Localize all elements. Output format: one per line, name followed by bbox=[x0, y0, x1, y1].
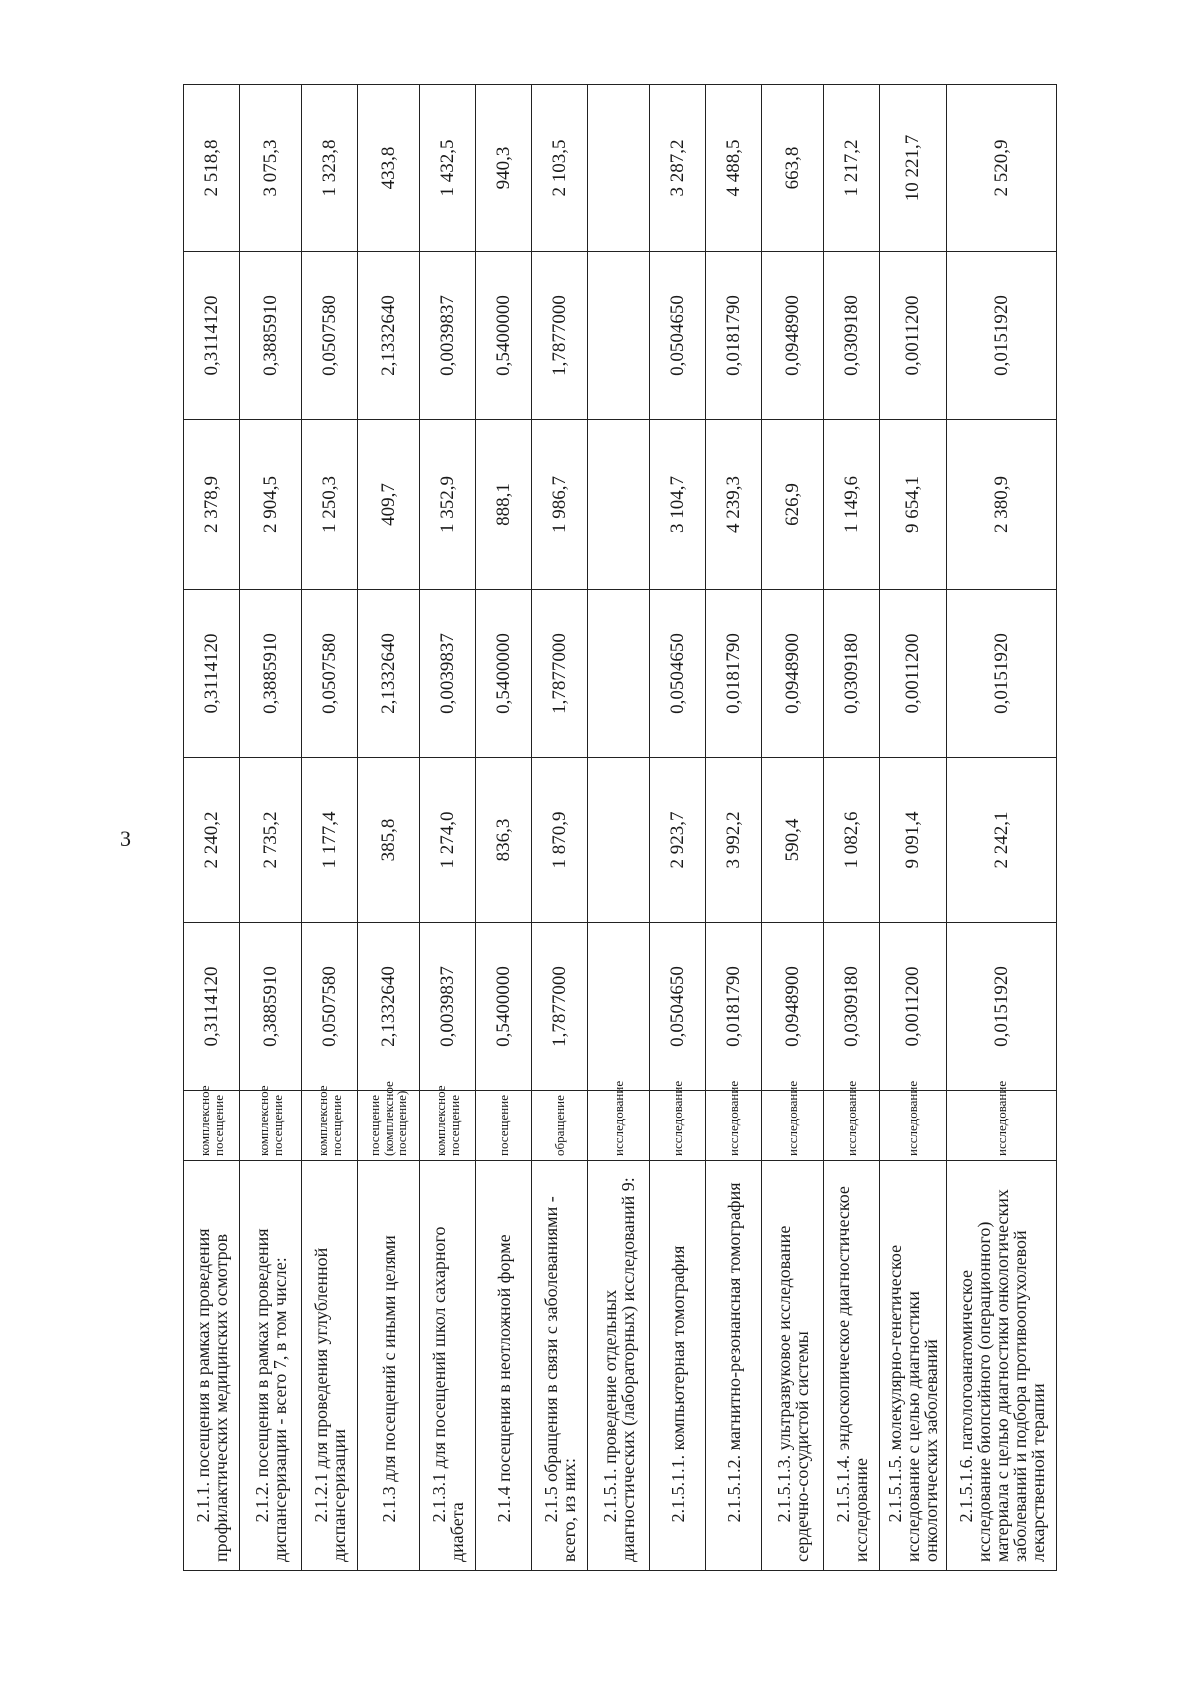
value-cell: 9 091,4 bbox=[880, 758, 947, 923]
value-cell: 0,0507580 bbox=[302, 252, 358, 420]
value-cell: 1,7877000 bbox=[532, 923, 588, 1091]
value-cell: 836,3 bbox=[476, 758, 532, 923]
table-row bbox=[184, 85, 240, 1571]
row-unit: исследование bbox=[762, 1091, 824, 1161]
normatives-table bbox=[183, 84, 1057, 1571]
row-unit: комплексное посещение bbox=[420, 1091, 476, 1161]
table-row bbox=[650, 85, 706, 1571]
row-name: 2.1.2. посещения в рамках проведения диспансеризации - всего 7, в том числе: bbox=[240, 1161, 302, 1571]
value-cell: 0,0948900 bbox=[762, 923, 824, 1091]
value-cell: 1 274,0 bbox=[420, 758, 476, 923]
value-cell: 3 075,3 bbox=[240, 85, 302, 252]
value-cell: 1 323,8 bbox=[302, 85, 358, 252]
row-unit: комплексное посещение bbox=[184, 1091, 240, 1161]
value-cell: 1 352,9 bbox=[420, 420, 476, 590]
value-cell: 4 239,3 bbox=[706, 420, 762, 590]
row-name: 2.1.4 посещения в неотложной форме bbox=[476, 1161, 532, 1571]
table-row bbox=[947, 85, 1057, 1571]
value-cell: 888,1 bbox=[476, 420, 532, 590]
value-cell bbox=[588, 420, 650, 590]
value-cell bbox=[588, 758, 650, 923]
value-cell: 0,5400000 bbox=[476, 590, 532, 758]
row-name: 2.1.5.1.5. молекулярно-генетическое исследование с целью диагностики онкологических заболеваний bbox=[880, 1161, 947, 1571]
table-row bbox=[706, 85, 762, 1571]
value-cell: 0,0507580 bbox=[302, 923, 358, 1091]
page-number: 3 bbox=[120, 826, 131, 851]
value-cell: 0,3885910 bbox=[240, 590, 302, 758]
value-cell: 0,0011200 bbox=[880, 252, 947, 420]
value-cell: 2 242,1 bbox=[947, 758, 1057, 923]
row-unit: исследование bbox=[650, 1091, 706, 1161]
row-name: 2.1.2.1 для проведения углубленной диспансеризации bbox=[302, 1161, 358, 1571]
value-cell: 1 149,6 bbox=[824, 420, 880, 590]
row-name: 2.1.5.1.4. эндоскопическое диагностическое исследование bbox=[824, 1161, 880, 1571]
value-cell: 10 221,7 bbox=[880, 85, 947, 252]
value-cell: 385,8 bbox=[358, 758, 420, 923]
value-cell: 0,3114120 bbox=[184, 590, 240, 758]
value-cell: 1,7877000 bbox=[532, 590, 588, 758]
value-cell: 2 380,9 bbox=[947, 420, 1057, 590]
value-cell: 2 923,7 bbox=[650, 758, 706, 923]
value-cell: 1 217,2 bbox=[824, 85, 880, 252]
value-cell: 2 518,8 bbox=[184, 85, 240, 252]
value-cell: 0,3885910 bbox=[240, 252, 302, 420]
value-cell bbox=[588, 252, 650, 420]
row-name: 2.1.5.1.2. магнитно-резонансная томография bbox=[706, 1161, 762, 1571]
table-row bbox=[476, 85, 532, 1571]
value-cell: 0,5400000 bbox=[476, 923, 532, 1091]
value-cell: 0,0011200 bbox=[880, 590, 947, 758]
value-cell: 0,0181790 bbox=[706, 590, 762, 758]
value-cell: 0,0309180 bbox=[824, 590, 880, 758]
value-cell: 1 870,9 bbox=[532, 758, 588, 923]
table-row bbox=[532, 85, 588, 1571]
row-unit: посещение (комплексное посещение) bbox=[358, 1091, 420, 1161]
value-cell: 0,0011200 bbox=[880, 923, 947, 1091]
value-cell: 1 986,7 bbox=[532, 420, 588, 590]
value-cell: 0,3114120 bbox=[184, 252, 240, 420]
table-row bbox=[240, 85, 302, 1571]
value-cell: 0,0039837 bbox=[420, 252, 476, 420]
row-name: 2.1.5.1.6. патологоанатомическое исследование биопсийного (операционного) материала с целью диагностики онкологических заболеваний и подбора противоопухолевой лекарственной терапии bbox=[947, 1161, 1057, 1571]
value-cell: 433,8 bbox=[358, 85, 420, 252]
table-row bbox=[824, 85, 880, 1571]
value-cell: 0,0309180 bbox=[824, 923, 880, 1091]
table-row bbox=[880, 85, 947, 1571]
row-unit: исследование bbox=[706, 1091, 762, 1161]
row-unit: комплексное посещение bbox=[240, 1091, 302, 1161]
table-row bbox=[588, 85, 650, 1571]
value-cell: 0,0151920 bbox=[947, 252, 1057, 420]
row-name: 2.1.5.1.3. ультразвуковое исследование сердечно-сосудистой системы bbox=[762, 1161, 824, 1571]
value-cell: 3 287,2 bbox=[650, 85, 706, 252]
value-cell: 2,1332640 bbox=[358, 590, 420, 758]
table-row bbox=[762, 85, 824, 1571]
value-cell: 2 103,5 bbox=[532, 85, 588, 252]
value-cell: 1 250,3 bbox=[302, 420, 358, 590]
value-cell: 3 104,7 bbox=[650, 420, 706, 590]
value-cell: 1 082,6 bbox=[824, 758, 880, 923]
value-cell: 0,0181790 bbox=[706, 923, 762, 1091]
value-cell: 0,0309180 bbox=[824, 252, 880, 420]
row-name: 2.1.5.1. проведение отдельных диагностических (лабораторных) исследований 9: bbox=[588, 1161, 650, 1571]
value-cell: 2,1332640 bbox=[358, 252, 420, 420]
value-cell: 626,9 bbox=[762, 420, 824, 590]
row-unit: исследование bbox=[947, 1091, 1057, 1161]
value-cell bbox=[588, 85, 650, 252]
value-cell: 2 904,5 bbox=[240, 420, 302, 590]
table-row bbox=[302, 85, 358, 1571]
value-cell: 9 654,1 bbox=[880, 420, 947, 590]
value-cell: 663,8 bbox=[762, 85, 824, 252]
value-cell: 2 735,2 bbox=[240, 758, 302, 923]
value-cell: 0,0948900 bbox=[762, 590, 824, 758]
value-cell: 409,7 bbox=[358, 420, 420, 590]
value-cell bbox=[588, 590, 650, 758]
table-row bbox=[358, 85, 420, 1571]
row-unit: исследование bbox=[824, 1091, 880, 1161]
table-row bbox=[420, 85, 476, 1571]
value-cell: 2 378,9 bbox=[184, 420, 240, 590]
value-cell: 0,0151920 bbox=[947, 923, 1057, 1091]
value-cell: 0,3885910 bbox=[240, 923, 302, 1091]
row-name: 2.1.3 для посещений с иными целями bbox=[358, 1161, 420, 1571]
row-name: 2.1.5.1.1. компьютерная томография bbox=[650, 1161, 706, 1571]
value-cell: 0,0504650 bbox=[650, 923, 706, 1091]
value-cell: 0,0039837 bbox=[420, 590, 476, 758]
value-cell: 590,4 bbox=[762, 758, 824, 923]
row-unit: исследование bbox=[588, 1091, 650, 1161]
value-cell: 1 177,4 bbox=[302, 758, 358, 923]
value-cell: 0,0039837 bbox=[420, 923, 476, 1091]
value-cell: 940,3 bbox=[476, 85, 532, 252]
value-cell: 1,7877000 bbox=[532, 252, 588, 420]
value-cell: 0,0181790 bbox=[706, 252, 762, 420]
value-cell: 0,0151920 bbox=[947, 590, 1057, 758]
row-unit: посещение bbox=[476, 1091, 532, 1161]
value-cell: 3 992,2 bbox=[706, 758, 762, 923]
value-cell: 2 240,2 bbox=[184, 758, 240, 923]
value-cell: 2,1332640 bbox=[358, 923, 420, 1091]
value-cell: 0,3114120 bbox=[184, 923, 240, 1091]
value-cell: 0,0948900 bbox=[762, 252, 824, 420]
row-name: 2.1.5 обращения в связи с заболеваниями - всего, из них: bbox=[532, 1161, 588, 1571]
value-cell: 0,0507580 bbox=[302, 590, 358, 758]
value-cell: 0,5400000 bbox=[476, 252, 532, 420]
value-cell: 0,0504650 bbox=[650, 252, 706, 420]
value-cell: 4 488,5 bbox=[706, 85, 762, 252]
row-unit: исследование bbox=[880, 1091, 947, 1161]
value-cell bbox=[588, 923, 650, 1091]
row-unit: комплексное посещение bbox=[302, 1091, 358, 1161]
value-cell: 2 520,9 bbox=[947, 85, 1057, 252]
value-cell: 0,0504650 bbox=[650, 590, 706, 758]
value-cell: 1 432,5 bbox=[420, 85, 476, 252]
row-name: 2.1.3.1 для посещений школ сахарного диабета bbox=[420, 1161, 476, 1571]
row-unit: обращение bbox=[532, 1091, 588, 1161]
row-name: 2.1.1. посещения в рамках проведения профилактических медицинских осмотров bbox=[184, 1161, 240, 1571]
